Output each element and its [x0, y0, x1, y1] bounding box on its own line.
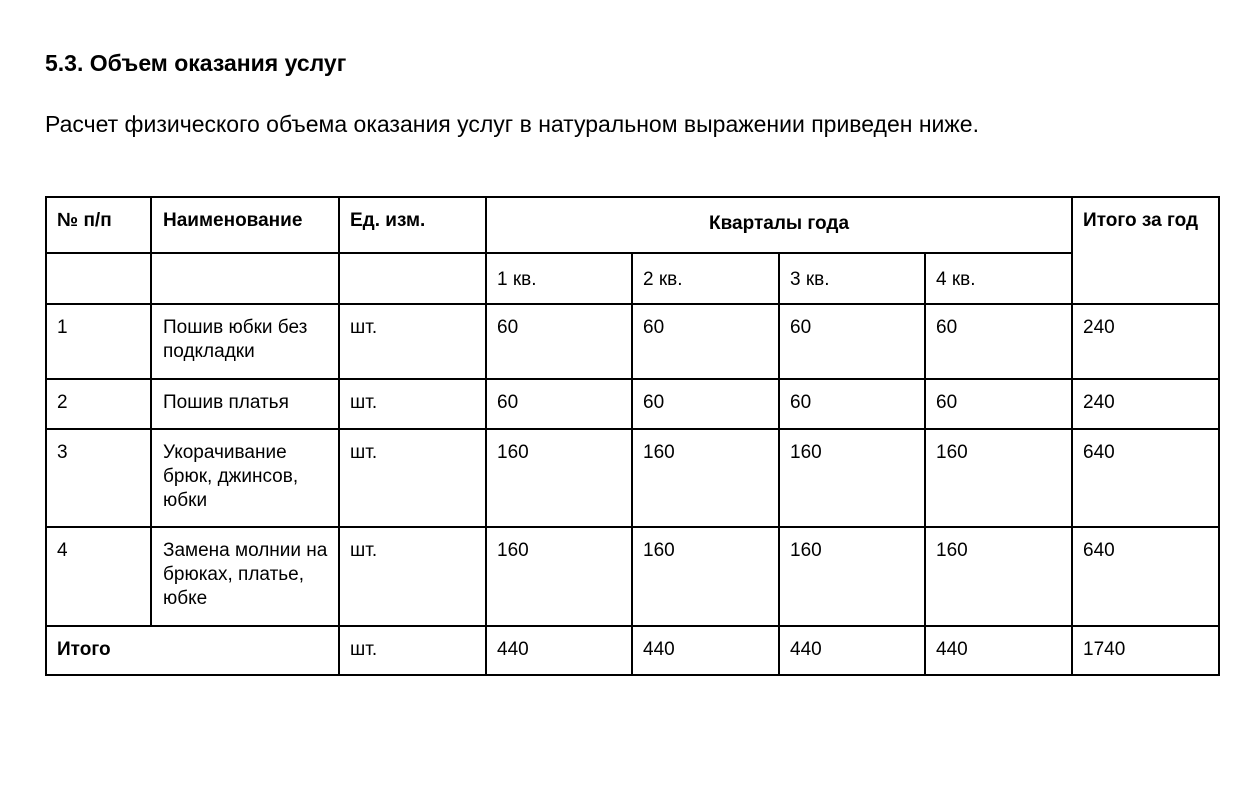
header-q4: 4 кв.: [925, 253, 1072, 304]
table-row: [46, 429, 1219, 527]
row-num: 4: [46, 527, 151, 626]
row-q4: 160: [925, 527, 1072, 626]
header-q2: 2 кв.: [632, 253, 779, 304]
row-q1: 160: [486, 527, 632, 626]
table-row: [46, 379, 1219, 429]
total-label: Итого: [46, 626, 339, 675]
row-q2: 160: [632, 527, 779, 626]
row-q3: 160: [779, 429, 925, 527]
row-q2: 60: [632, 304, 779, 379]
total-q1: 440: [486, 626, 632, 675]
subheader-row: [46, 253, 1219, 304]
intro-paragraph: Расчет физического объема оказания услуг в натуральном выражении приведен ниже.: [45, 111, 979, 137]
row-total: 240: [1072, 379, 1219, 429]
row-num: 1: [46, 304, 151, 379]
row-name: Укорачивание брюк, джинсов, юбки: [151, 429, 339, 527]
row-unit: шт.: [339, 527, 486, 626]
row-total: 640: [1072, 429, 1219, 527]
header-row: [46, 197, 1219, 253]
row-total: 240: [1072, 304, 1219, 379]
total-q2: 440: [632, 626, 779, 675]
subheader-empty-name: [151, 253, 339, 304]
table-row: [46, 304, 1219, 379]
total-row: [46, 626, 1219, 675]
row-q4: 160: [925, 429, 1072, 527]
row-name: Замена молнии на брюках, платье, юбке: [151, 527, 339, 626]
row-q2: 60: [632, 379, 779, 429]
row-q2: 160: [632, 429, 779, 527]
row-q1: 60: [486, 304, 632, 379]
header-total: Итого за год: [1072, 197, 1219, 304]
row-q1: 60: [486, 379, 632, 429]
row-unit: шт.: [339, 304, 486, 379]
services-volume-table: [45, 196, 1220, 676]
header-quarters: Кварталы года: [486, 197, 1072, 253]
row-q3: 60: [779, 379, 925, 429]
row-unit: шт.: [339, 429, 486, 527]
subheader-empty-num: [46, 253, 151, 304]
row-q3: 160: [779, 527, 925, 626]
subheader-empty-unit: [339, 253, 486, 304]
total-unit: шт.: [339, 626, 486, 675]
row-total: 640: [1072, 527, 1219, 626]
row-num: 3: [46, 429, 151, 527]
header-num: № п/п: [46, 197, 151, 253]
row-num: 2: [46, 379, 151, 429]
row-name: Пошив юбки без подкладки: [151, 304, 339, 379]
row-q3: 60: [779, 304, 925, 379]
total-q3: 440: [779, 626, 925, 675]
total-q4: 440: [925, 626, 1072, 675]
header-name: Наименование: [151, 197, 339, 253]
total-year: 1740: [1072, 626, 1219, 675]
row-q4: 60: [925, 304, 1072, 379]
row-unit: шт.: [339, 379, 486, 429]
header-unit: Ед. изм.: [339, 197, 486, 253]
row-q4: 60: [925, 379, 1072, 429]
header-q1: 1 кв.: [486, 253, 632, 304]
row-q1: 160: [486, 429, 632, 527]
table-row: [46, 527, 1219, 626]
header-q3: 3 кв.: [779, 253, 925, 304]
section-title: 5.3. Объем оказания услуг: [45, 50, 347, 76]
row-name: Пошив платья: [151, 379, 339, 429]
